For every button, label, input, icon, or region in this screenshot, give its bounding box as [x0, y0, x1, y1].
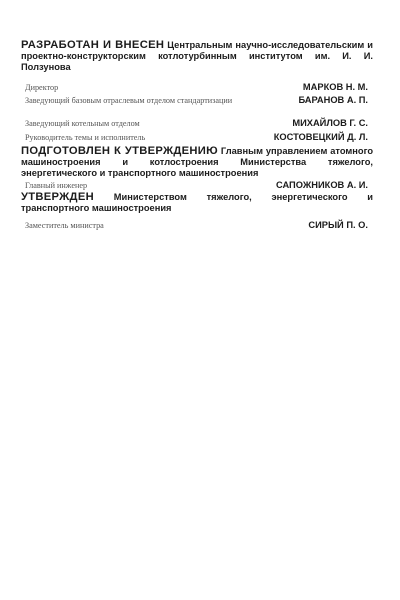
signatory-topic-lead — [25, 133, 368, 143]
signatory-position: Директор — [25, 83, 59, 92]
signatory-position: Заведующий котельным отделом — [25, 119, 140, 128]
signatory-position: Заместитель министра — [25, 221, 104, 230]
signatory-position: Руководитель темы и исполнитель — [25, 133, 146, 142]
signatory-standardization-head — [25, 96, 368, 106]
signatory-name: МАРКОВ Н. М. — [302, 82, 368, 92]
signatory-boiler-dept-head — [25, 119, 368, 129]
signatory-deputy-minister — [25, 221, 368, 231]
approved-heading: УТВЕРЖДЕН — [21, 191, 94, 203]
prepared-for-approval-paragraph — [21, 146, 373, 179]
signatory-name: СИРЫЙ П. О. — [308, 220, 368, 230]
approved-text: Министерством тяжелого, энергетического и транспортного машиностроения — [21, 192, 373, 213]
signatory-position: Заведующий базовым отраслевым отделом стандартизации — [25, 96, 233, 105]
developed-by-text: Центральным научно-исследовательским и проектно-конструкторским котлотурбинным институтом им. И. И. Ползунова — [21, 40, 374, 72]
developed-by-heading: РАЗРАБОТАН И ВНЕСЕН — [21, 39, 165, 51]
signatory-name: МИХАЙЛОВ Г. С. — [292, 118, 368, 128]
prepared-for-approval-heading: ПОДГОТОВЛЕН К УТВЕРЖДЕНИЮ — [21, 145, 218, 157]
signatory-position: Главный инженер — [25, 181, 88, 190]
signatory-name: САПОЖНИКОВ А. И. — [275, 180, 368, 190]
signatory-name: КОСТОВЕЦКИЙ Д. Л. — [273, 132, 368, 142]
signatory-name: БАРАНОВ А. П. — [298, 95, 368, 105]
signatory-director — [25, 83, 368, 93]
developed-by-paragraph — [21, 40, 373, 73]
approved-paragraph — [21, 192, 373, 214]
signatory-chief-engineer — [25, 181, 368, 191]
prepared-for-approval-text: Главным управлением атомного машиностроения и котлостроения Министерства тяжелого, энергетического и транспортного машиностроения — [21, 146, 373, 178]
